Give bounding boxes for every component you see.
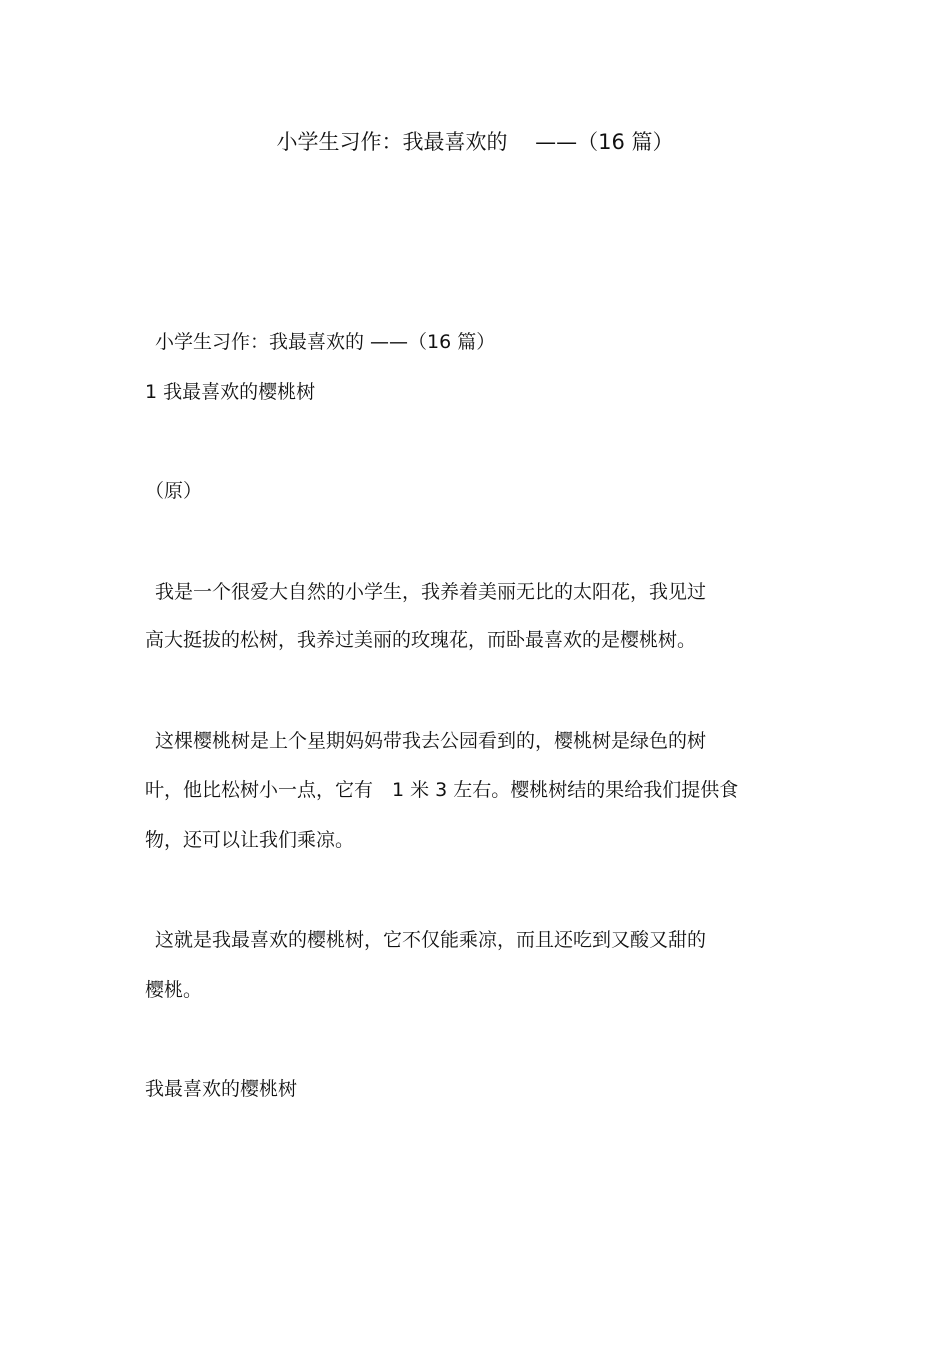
document-title: 小学生习作：我最喜欢的 ——（16 篇）: [276, 130, 674, 154]
paragraph-line: 高大挺拔的松树，我养过美丽的玫瑰花，而卧最喜欢的是樱桃树。: [145, 629, 697, 651]
paragraph-line: 叶，他比松树小一点，它有 1 米 3 左右。樱桃树结的果给我们提供食: [145, 779, 739, 801]
closing-heading: 我最喜欢的樱桃树: [145, 1078, 298, 1100]
document-subtitle: 小学生习作：我最喜欢的 ——（16 篇）: [155, 331, 496, 353]
paragraph-line: 这就是我最喜欢的樱桃树，它不仅能乘凉，而且还吃到又酸又甜的: [155, 929, 707, 951]
paragraph-line: 樱桃。: [145, 979, 203, 1001]
paragraph-line: 这棵樱桃树是上个星期妈妈带我去公园看到的，樱桃树是绿色的树: [155, 730, 707, 752]
paragraph-line: 我是一个很爱大自然的小学生，我养着美丽无比的太阳花，我见过: [155, 581, 707, 603]
author-note: （原）: [145, 480, 203, 502]
paragraph-line: 物，还可以让我们乘凉。: [145, 829, 355, 851]
section-heading: 1 我最喜欢的樱桃树: [145, 381, 316, 403]
